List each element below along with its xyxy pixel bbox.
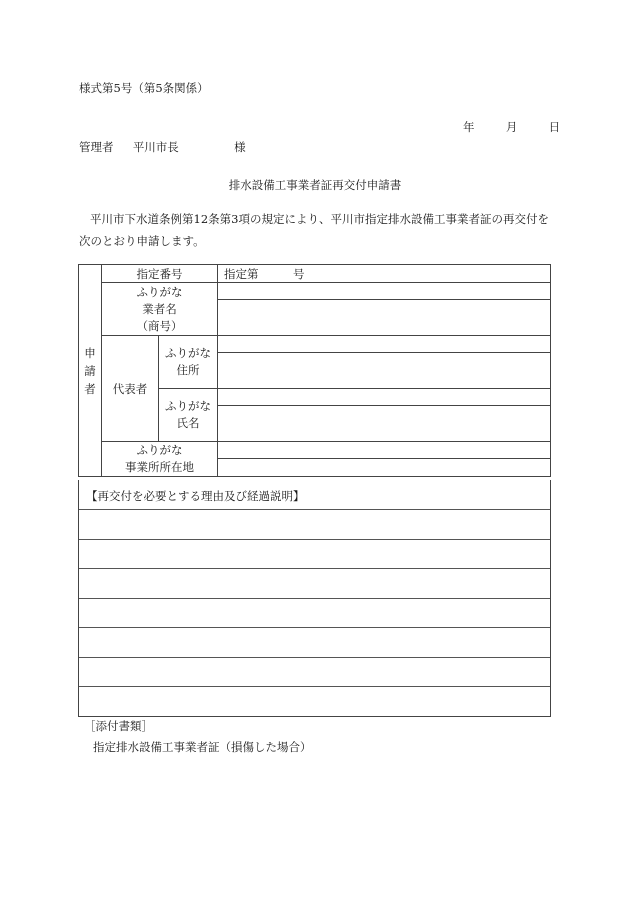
addressee <box>79 139 246 155</box>
reason-line[interactable] <box>79 627 550 628</box>
office-furigana-label: ふりがな <box>136 443 183 457</box>
reason-line[interactable] <box>79 539 550 540</box>
reason-line[interactable] <box>79 686 550 687</box>
rep-address-label: 住所 <box>176 363 200 377</box>
form-number-label: 様式第5号（第5条関係） <box>79 81 209 95</box>
rep-name-furigana-field[interactable] <box>218 389 551 406</box>
attachment-item: 指定排水設備工事業者証（損傷した場合） <box>93 740 312 754</box>
year-label: 年 <box>463 120 475 134</box>
attachments-label: ［添付書類］ <box>84 719 153 733</box>
business-furigana-label: ふりがな <box>136 284 183 299</box>
rep-address-furigana-field[interactable] <box>218 336 551 353</box>
applicant-table <box>78 264 551 477</box>
office-location-label-cell <box>102 442 218 477</box>
rep-address-furigana-label: ふりがな <box>165 346 211 360</box>
applicant-label-cell <box>79 265 102 477</box>
reason-line[interactable] <box>79 598 550 599</box>
business-furigana-field[interactable] <box>218 283 551 300</box>
reason-line[interactable] <box>79 568 550 569</box>
date-row <box>463 119 560 135</box>
addressee-honorific: 様 <box>234 140 246 154</box>
reason-line[interactable] <box>79 509 550 510</box>
business-name-field[interactable] <box>218 300 551 318</box>
business-name-field-extra[interactable] <box>218 318 551 336</box>
rep-name-furigana-label: ふりがな <box>165 399 211 413</box>
rep-address-field[interactable] <box>218 353 551 389</box>
addressee-name: 平川市長 <box>132 140 179 154</box>
addressee-role: 管理者 <box>79 140 114 154</box>
rep-name-field[interactable] <box>218 406 551 442</box>
business-name-label-cell <box>102 283 218 336</box>
office-location-label: 事業所所在地 <box>125 460 194 474</box>
trade-name-label: （商号） <box>136 318 183 333</box>
representative-label: 代表者 <box>102 336 159 442</box>
rep-name-label: 氏名 <box>176 416 200 430</box>
designation-no-field[interactable]: 指定第 号 <box>218 265 551 283</box>
rep-address-label-cell <box>159 336 218 389</box>
designation-no-label: 指定番号 <box>102 265 218 283</box>
document-title: 排水設備工事業者証再交付申請書 <box>228 178 402 192</box>
office-location-field[interactable] <box>218 459 551 477</box>
reason-header: 【再交付を必要とする理由及び経過説明】 <box>86 489 305 503</box>
reason-line[interactable] <box>79 657 550 658</box>
statement-line-2: 次のとおり申請します。 <box>79 234 205 248</box>
office-furigana-field[interactable] <box>218 442 551 459</box>
month-label: 月 <box>505 120 518 134</box>
statement-line-1: 平川市下水道条例第12条第3項の規定により、平川市指定排水設備工事業者証の再交付を <box>90 212 549 226</box>
application-statement <box>79 208 551 252</box>
day-label: 日 <box>548 120 561 134</box>
applicant-label: 申 請 者 <box>84 345 96 396</box>
business-name-label: 業者名 <box>142 301 177 316</box>
rep-name-label-cell <box>159 389 218 442</box>
reason-section <box>78 480 551 717</box>
